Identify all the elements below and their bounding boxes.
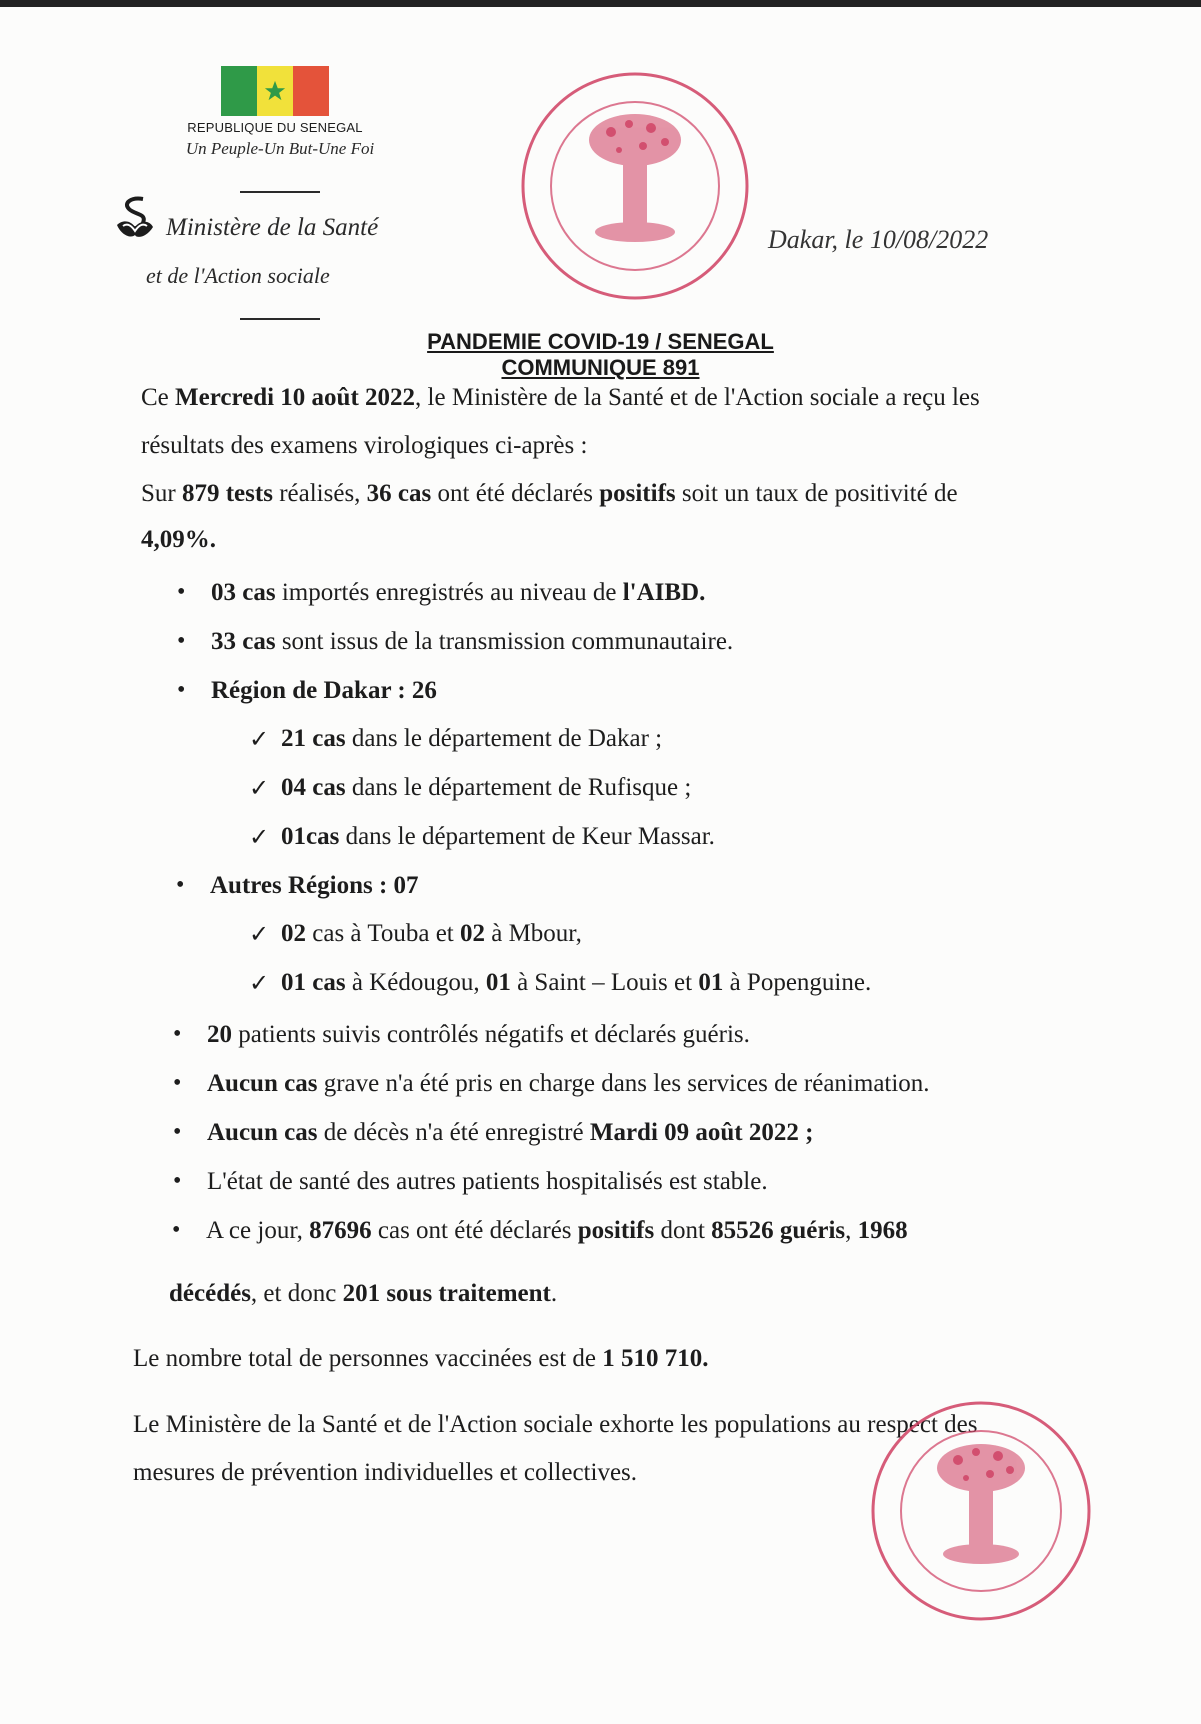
list-item-stable: • L'état de santé des autres patients hospitalisés est stable. — [207, 1168, 768, 1196]
list-item-severe-cases: • Aucun cas grave n'a été pris en charge dans les services de réanimation. — [207, 1070, 930, 1098]
list-item-keur-massar-dept: ✓ 01cas dans le département de Keur Massar. — [281, 823, 715, 851]
intro-line1: Ce Mercredi 10 août 2022, le Ministère de la Santé et de l'Action sociale a reçu les — [141, 384, 980, 411]
intro-line2: résultats des examens virologiques ci-après : — [141, 432, 588, 459]
list-item-rufisque-dept: ✓ 04 cas dans le département de Rufisque ; — [281, 774, 691, 802]
header-divider — [240, 191, 320, 193]
closing-line2: mesures de prévention individuelles et collectives. — [133, 1459, 638, 1486]
page-top-edge — [0, 0, 1201, 7]
tests-summary: Sur 879 tests réalisés, 36 cas ont été déclarés positifs soit un taux de positivité de — [141, 480, 958, 507]
positivity-rate: 4,09%. — [141, 526, 216, 553]
list-item-dakar-dept: ✓ 21 cas dans le département de Dakar ; — [281, 725, 662, 753]
closing-line1: Le Ministère de la Santé et de l'Action sociale exhorte les populations au respect des — [133, 1411, 978, 1438]
list-item-touba-mbour: ✓ 02 cas à Touba et 02 à Mbour, — [281, 920, 582, 948]
list-item-imported: • 03 cas importés enregistrés au niveau de l'AIBD. — [211, 579, 705, 607]
ministry-seal-stamp — [519, 70, 751, 302]
ministry-logo-icon — [113, 195, 157, 241]
republic-name: REPUBLIQUE DU SENEGAL — [187, 120, 363, 135]
ministry-name-line2: et de l'Action sociale — [146, 263, 330, 288]
vaccination-total: Le nombre total de personnes vaccinées est de 1 510 710. — [133, 1345, 709, 1372]
header-divider — [240, 318, 320, 320]
star-icon — [264, 80, 286, 102]
list-item-deaths: • Aucun cas de décès n'a été enregistré Mardi 09 août 2022 ; — [207, 1119, 813, 1147]
communique-number: COMMUNIQUE 891 — [501, 355, 700, 380]
list-item-recovered: • 20 patients suivis contrôlés négatifs et déclarés guéris. — [207, 1021, 750, 1049]
document-date: Dakar, le 10/08/2022 — [768, 225, 989, 254]
ministry-name-line1: Ministère de la Santé — [166, 214, 379, 241]
list-item-community: • 33 cas sont issus de la transmission communautaire. — [211, 628, 733, 656]
document-title: PANDEMIE COVID-19 / SENEGAL — [427, 329, 774, 354]
list-item-dakar-region: • Région de Dakar : 26 — [211, 677, 437, 705]
cumulative-totals-continued: décédés, et donc 201 sous traitement. — [169, 1280, 558, 1307]
list-item-other-regions: • Autres Régions : 07 — [210, 872, 419, 900]
list-item-cumulative-totals: • A ce jour, 87696 cas ont été déclarés positifs dont 85526 guéris, 1968 — [206, 1217, 908, 1245]
ministry-seal-stamp-bottom — [868, 1398, 1094, 1624]
list-item-kedougou-stlouis-popenguine: ✓ 01 cas à Kédougou, 01 à Saint – Louis et 01 à Popenguine. — [281, 969, 871, 997]
national-motto: Un Peuple-Un But-Une Foi — [185, 139, 375, 158]
senegal-flag — [221, 66, 329, 116]
